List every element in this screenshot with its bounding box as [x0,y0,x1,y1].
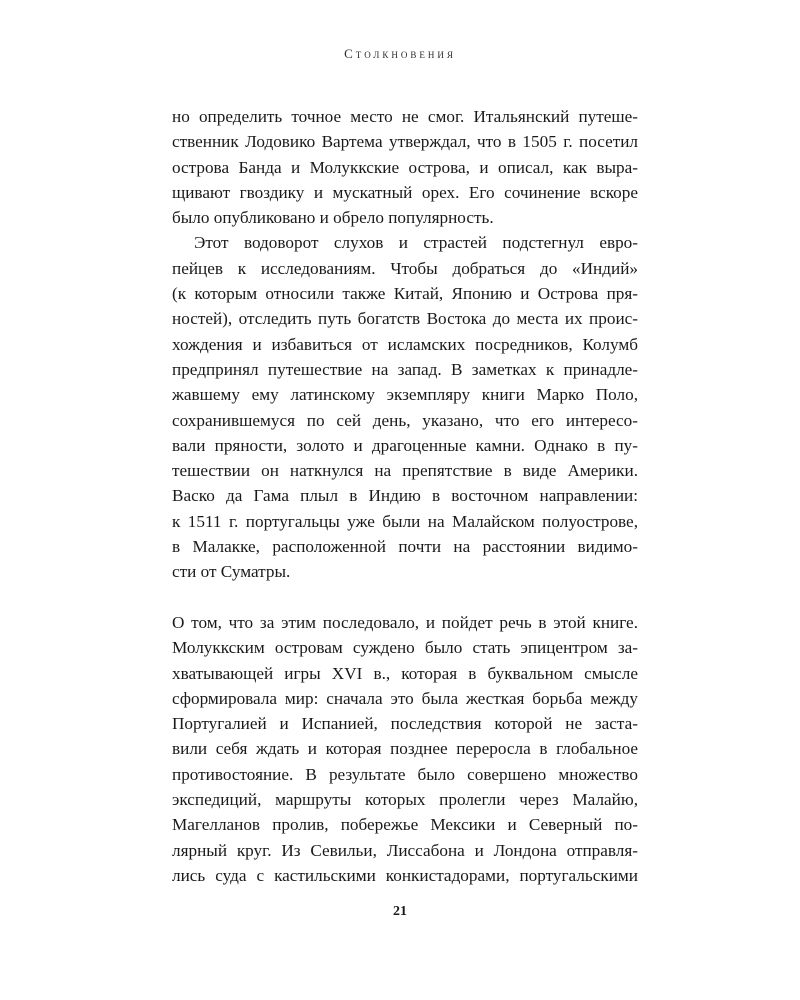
text-line: в Малакке, расположенной почти на расстоянии видимо- [172,537,638,557]
text-line: к 1511 г. португальцы уже были на Малайском полуострове, [172,511,638,531]
text-line: сформировала мир: сначала это была жесткая борьба между [172,688,638,708]
text-line: ностей), отследить путь богатств Востока до места их проис- [172,309,638,329]
text-line: О том, что за этим последовало, и пойдет речь в этой книге. [172,612,638,632]
text-line: тешествии он наткнулся на препятствие в виде Америки. [172,461,638,481]
text-line: ственник Лодовико Вартема утверждал, что в 1505 г. посетил [172,132,638,152]
text-line: вили себя ждать и которая позднее переросла в глобальное [172,739,638,759]
text-line: жавшему ему латинскому экземпляру книги Марко Поло, [172,385,638,405]
text-line: острова Банда и Молуккские острова, и описал, как выра- [172,157,638,177]
text-line: Молуккским островам суждено было стать эпицентром за- [172,638,638,658]
page-number: 21 [393,904,407,919]
text-line: Этот водоворот слухов и страстей подстегнул евро- [194,233,638,253]
text-line: Васко да Гама плыл в Индию в восточном направлении: [172,486,638,506]
text-line: хватывающей игры XVI в., которая в буквальном смысле [172,663,638,683]
text-line: сохранившемуся по сей день, указано, что его интересо- [172,410,638,430]
text-line: лярный круг. Из Севильи, Лиссабона и Лондона отправля- [172,840,638,860]
text-line: было опубликовано и обрело популярность. [172,208,494,228]
text-line: хождения и избавиться от исламских посредников, Колумб [172,334,638,354]
body-text [172,104,638,888]
paragraph [172,610,638,888]
text-line: Магелланов пролив, побережье Мексики и Северный по- [172,815,638,835]
text-line: сти от Суматры. [172,562,291,582]
running-head: Столкновения [344,46,456,61]
text-line: но определить точное место не смог. Итальянский путеше- [172,107,638,126]
text-line: Португалией и Испанией, последствия которой не заста- [172,714,638,734]
text-line: (к которым относили также Китай, Японию и Острова пря- [172,284,638,304]
text-line: противостояние. В результате было совершено множество [172,764,638,784]
text-line: предпринял путешествие на запад. В заметках к принадле- [172,359,638,379]
text-line: пейцев к исследованиям. Чтобы добраться до «Индий» [172,258,638,278]
section-break [172,585,638,610]
paragraph [172,230,638,584]
paragraph [172,104,638,230]
text-line: лись суда с кастильскими конкистадорами, португальскими [172,865,638,885]
text-line: щивают гвоздику и мускатный орех. Его сочинение вскоре [172,182,638,202]
text-line: вали пряности, золото и драгоценные камни. Однако в пу- [172,435,638,455]
text-line: экспедиций, маршруты которых пролегли через Малайю, [172,790,638,810]
